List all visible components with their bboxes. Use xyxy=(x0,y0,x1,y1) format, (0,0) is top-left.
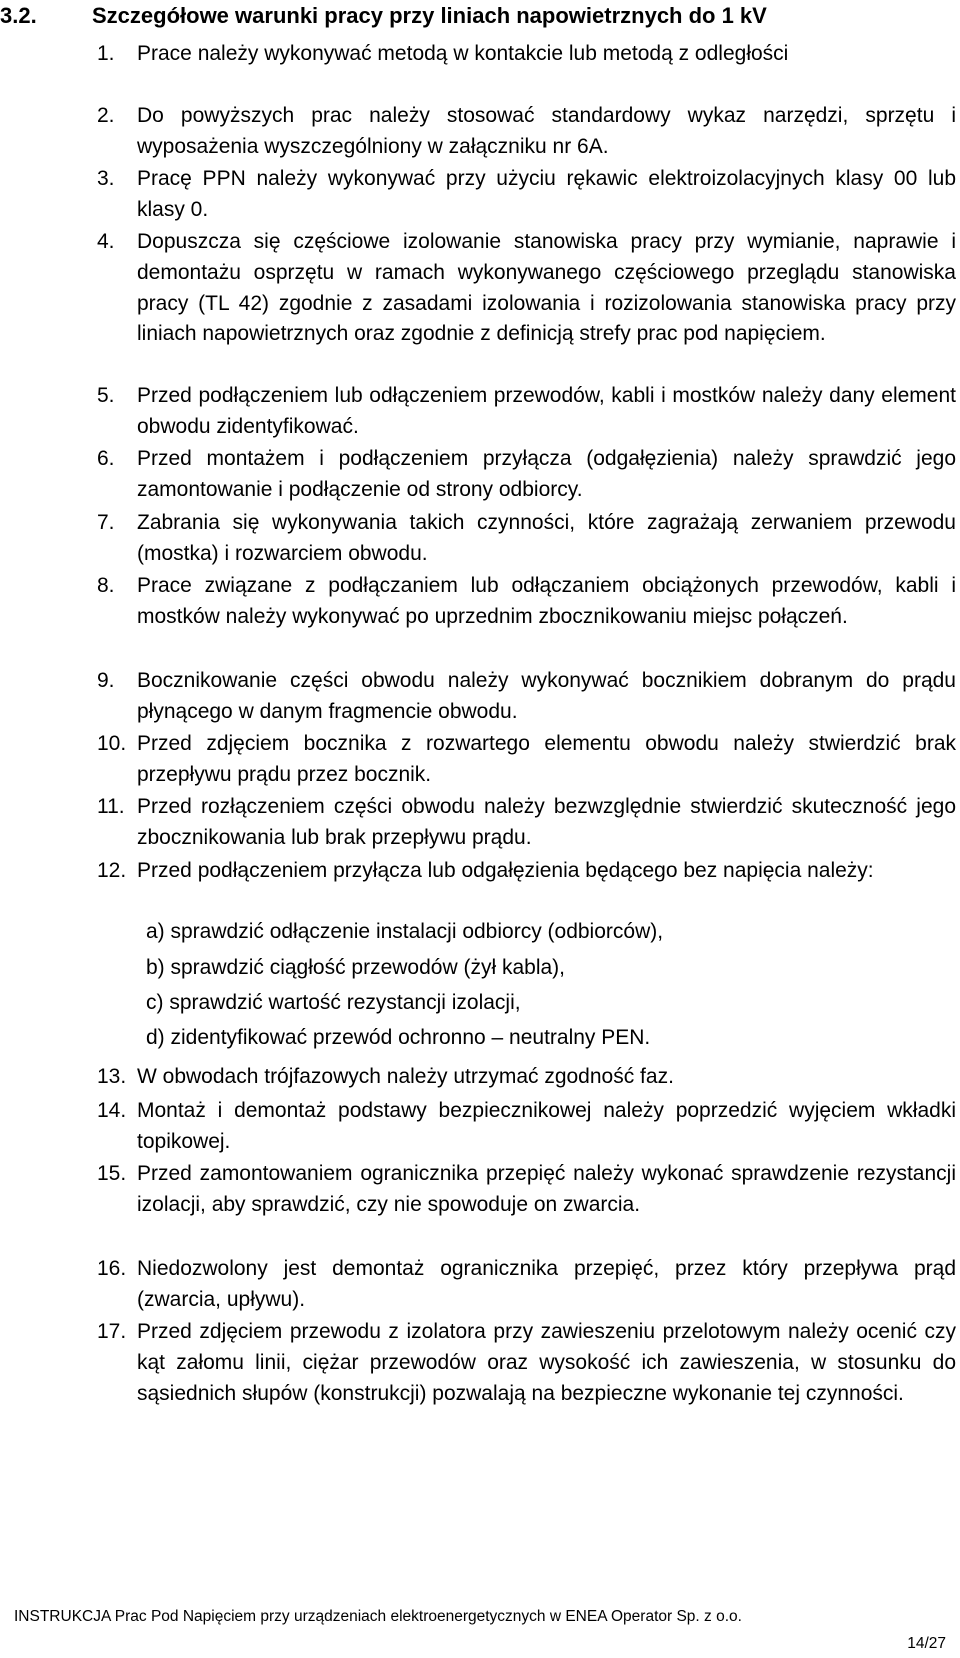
list-item-text: Przed zdjęciem przewodu z izolatora przy zawieszeniu przelotowym należy ocenić czy kąt załomu linii, ciężar przewodów oraz wysokość ich zawieszenia, w stosunku do sąsiednich słupów (konstrukcji) pozwalają na bezpieczne wykonanie tej czynności. xyxy=(137,1320,956,1405)
list-item-text: Pracę PPN należy wykonywać przy użyciu rękawic elektroizolacyjnych klasy 00 lub klasy 0. xyxy=(137,167,956,221)
list-item-number: 3. xyxy=(97,167,115,190)
sub-list-item: d) zidentyfikować przewód ochronno – neutralny PEN. xyxy=(146,1026,651,1049)
list-item xyxy=(97,227,956,350)
list-item-text: Przed montażem i podłączeniem przyłącza (odgałęzienia) należy sprawdzić jego zamontowanie i podłączenie od strony odbiorcy. xyxy=(137,447,956,501)
list-item xyxy=(97,508,956,570)
list-item-text: Dopuszcza się częściowe izolowanie stanowiska pracy przy wymianie, naprawie i demontażu osprzętu w ramach wykonywanego częściowego przeglądu stanowiska pracy (TL 42) zgodnie z zasadami izolowania i rozizolowania stanowiska pracy przy liniach napowietrznych oraz zgodnie z definicją strefy prac pod napięciem. xyxy=(137,230,956,346)
list-item xyxy=(97,729,956,791)
list-item-number: 6. xyxy=(97,447,115,470)
list-item-number: 15. xyxy=(97,1162,127,1185)
list-item-text: W obwodach trójfazowych należy utrzymać zgodność faz. xyxy=(137,1065,674,1088)
section-title: Szczegółowe warunki pracy przy liniach napowietrznych do 1 kV xyxy=(92,3,767,28)
section-heading xyxy=(0,2,950,30)
list-item-number: 17. xyxy=(97,1320,127,1343)
list-item-number: 13. xyxy=(97,1065,127,1088)
list-item-text: Bocznikowanie części obwodu należy wykonywać bocznikiem dobranym do prądu płynącego w danym fragmencie obwodu. xyxy=(137,669,956,723)
list-item xyxy=(97,571,956,633)
list-item-text: Przed zdjęciem bocznika z rozwartego elementu obwodu należy stwierdzić brak przepływu prądu przez bocznik. xyxy=(137,732,956,786)
list-item-text: Przed zamontowaniem ogranicznika przepięć należy wykonać sprawdzenie rezystancji izolacji, aby sprawdzić, czy nie spowoduje on zwarcia. xyxy=(137,1162,956,1216)
list-item xyxy=(97,444,956,506)
list-item xyxy=(97,1317,956,1409)
list-item-text: Niedozwolony jest demontaż ogranicznika przepięć, przez który przepływa prąd (zwarcia, upływu). xyxy=(137,1257,956,1311)
list-item xyxy=(97,666,956,728)
list-item xyxy=(97,792,956,854)
list-item-text: Do powyższych prac należy stosować standardowy wykaz narzędzi, sprzętu i wyposażenia wyszczególniony w załączniku nr 6A. xyxy=(137,104,956,158)
list-item-text: Prace należy wykonywać metodą w kontakcie lub metodą z odległości xyxy=(137,42,789,65)
list-item xyxy=(97,1159,956,1221)
list-item-number: 1. xyxy=(97,42,115,65)
list-item-text: Montaż i demontaż podstawy bezpiecznikowej należy poprzedzić wyjęciem wkładki topikowej. xyxy=(137,1099,956,1153)
list-item xyxy=(97,101,956,163)
list-item-number: 14. xyxy=(97,1099,127,1122)
sub-list-item: c) sprawdzić wartość rezystancji izolacji, xyxy=(146,991,521,1014)
list-item-number: 12. xyxy=(97,859,127,882)
list-item-number: 7. xyxy=(97,511,115,534)
section-number: 3.2. xyxy=(0,3,37,28)
sub-list-item: b) sprawdzić ciągłość przewodów (żył kabla), xyxy=(146,956,565,979)
list-item-number: 8. xyxy=(97,574,115,597)
list-item-text: Przed podłączeniem przyłącza lub odgałęzienia będącego bez napięcia należy: xyxy=(137,859,874,882)
list-item-number: 5. xyxy=(97,384,115,407)
list-item xyxy=(97,1254,956,1316)
list-item-text: Przed rozłączeniem części obwodu należy bezwzględnie stwierdzić skuteczność jego zbocznikowania lub brak przepływu prądu. xyxy=(137,795,956,849)
list-item-number: 2. xyxy=(97,104,115,127)
list-item xyxy=(97,381,956,443)
list-item xyxy=(97,856,956,887)
list-item-number: 10. xyxy=(97,732,127,755)
list-item-text: Prace związane z podłączaniem lub odłączaniem obciążonych przewodów, kabli i mostków należy wykonywać po uprzednim zbocznikowaniu miejsc połączeń. xyxy=(137,574,956,628)
page-footer: INSTRUKCJA Prac Pod Napięciem przy urządzeniach elektroenergetycznych w ENEA Operator Sp. z o.o. xyxy=(14,1608,742,1625)
list-item xyxy=(97,1096,956,1158)
list-item-number: 9. xyxy=(97,669,115,692)
sub-list-item: a) sprawdzić odłączenie instalacji odbiorcy (odbiorców), xyxy=(146,920,664,943)
list-item xyxy=(97,39,956,70)
list-item-number: 4. xyxy=(97,230,115,253)
list-item-number: 11. xyxy=(97,795,125,818)
list-item xyxy=(97,164,956,226)
list-item xyxy=(97,1062,956,1093)
list-item-text: Przed podłączeniem lub odłączeniem przewodów, kabli i mostków należy dany element obwodu zidentyfikować. xyxy=(137,384,956,438)
page-number: 14/27 xyxy=(907,1635,946,1652)
list-item-number: 16. xyxy=(97,1257,127,1280)
list-item-text: Zabrania się wykonywania takich czynności, które zagrażają zerwaniem przewodu (mostka) i rozwarciem obwodu. xyxy=(137,511,956,565)
